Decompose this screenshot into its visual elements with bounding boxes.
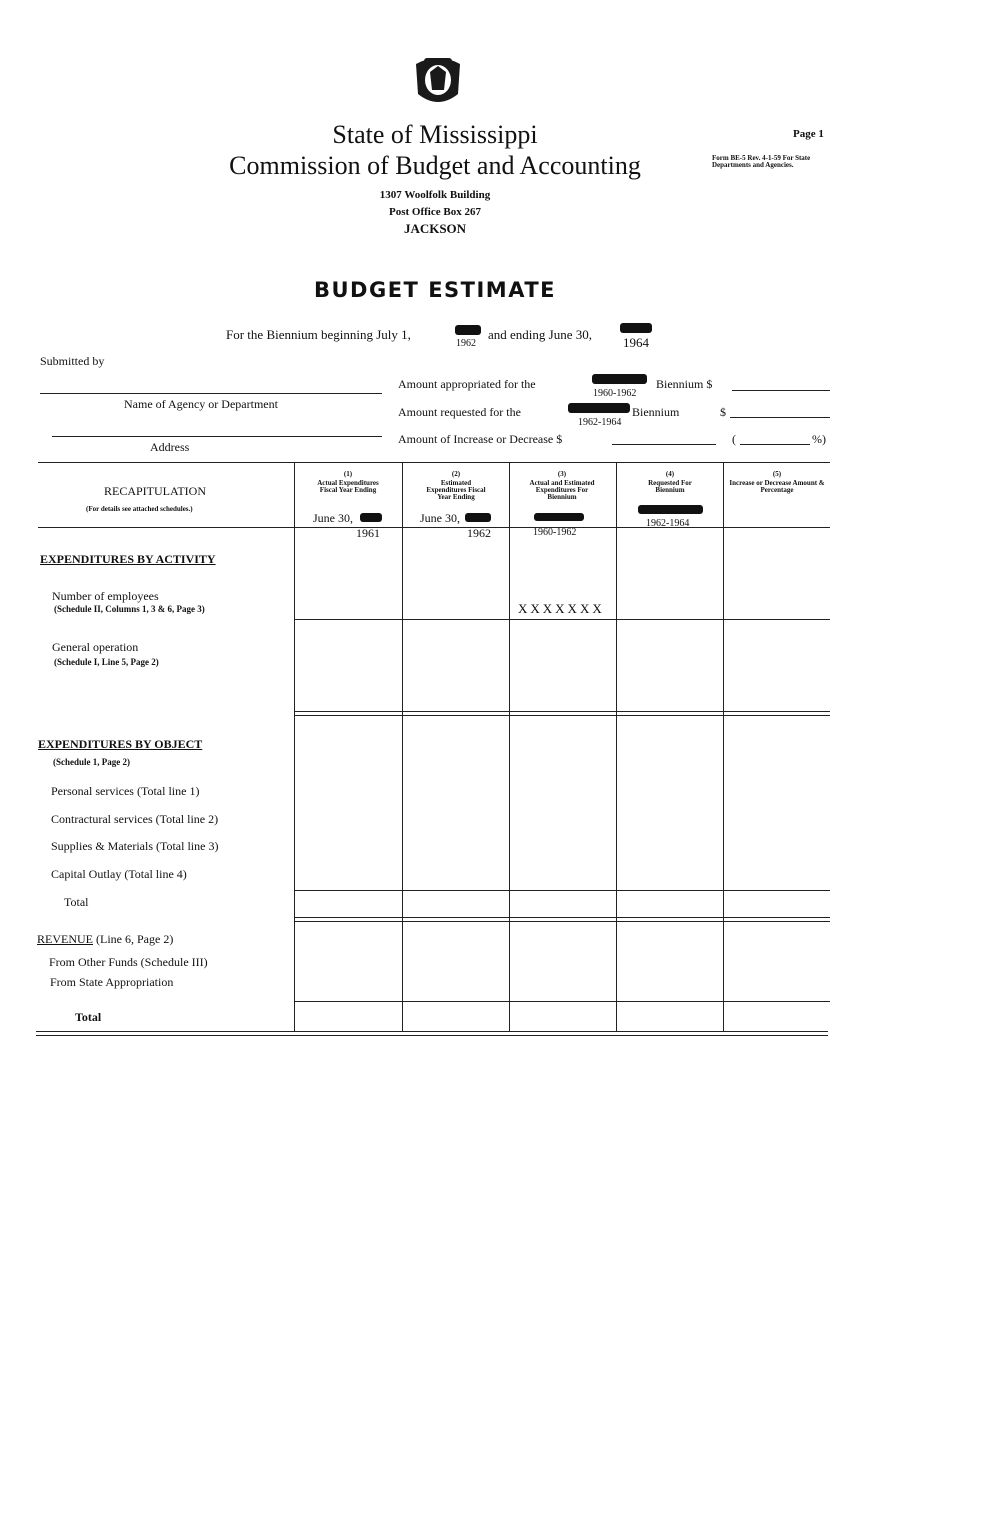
activity-header: EXPENDITURES BY ACTIVITY <box>40 552 216 566</box>
employees-col3-value: XXXXXXX <box>518 601 605 616</box>
object-note: (Schedule 1, Page 2) <box>53 757 130 767</box>
biennium-middle: and ending June 30, <box>488 327 592 342</box>
redaction-mark <box>360 513 382 522</box>
recap-note: (For details see attached schedules.) <box>86 505 193 513</box>
total-2-label: Total <box>75 1010 102 1024</box>
capital-outlay-label: Capital Outlay (Total line 4) <box>51 867 187 881</box>
biennium-end-year: 1964 <box>623 335 649 350</box>
employees-label: Number of employees <box>52 589 159 603</box>
redaction-mark <box>592 374 647 384</box>
state-title: State of Mississippi <box>332 120 538 149</box>
appropriated-label: Amount appropriated for the <box>398 377 536 391</box>
column-2-date: June 30, <box>420 511 460 525</box>
revenue-header <box>37 932 173 947</box>
appropriated-suffix: Biennium $ <box>656 377 713 391</box>
requested-suffix: Biennium <box>632 405 680 419</box>
column-1-date: June 30, <box>313 511 353 525</box>
page-label: Page 1 <box>793 128 824 140</box>
column-header-2: (2) Estimated Expenditures Fiscal Year Ending <box>426 470 486 501</box>
city: JACKSON <box>403 221 467 236</box>
recap-title: RECAPITULATION <box>104 484 206 498</box>
personal-services-label: Personal services (Total line 1) <box>51 784 200 798</box>
employees-note: (Schedule II, Columns 1, 3 & 6, Page 3) <box>54 604 205 614</box>
column-header-5: (5) Increase or Decrease Amount & Percentage <box>729 470 825 494</box>
supplies-label: Supplies & Materials (Total line 3) <box>51 839 219 853</box>
column-header-3: (3) Actual and Estimated Expenditures For Biennium <box>529 470 595 501</box>
biennium-prefix: For the Biennium beginning July 1, <box>226 327 411 342</box>
po-box: Post Office Box 267 <box>389 206 481 218</box>
other-funds-label: From Other Funds (Schedule III) <box>49 955 208 969</box>
general-label: General operation <box>52 640 139 654</box>
column-4-year: 1962-1964 <box>646 518 690 529</box>
redaction-mark <box>455 325 481 335</box>
column-2-year: 1962 <box>467 526 491 540</box>
state-appropriation-label: From State Appropriation <box>50 975 174 989</box>
requested-dollar: $ <box>720 405 726 419</box>
change-label: Amount of Increase or Decrease $ <box>398 432 563 446</box>
requested-label: Amount requested for the <box>398 405 521 419</box>
building-address: 1307 Woolfolk Building <box>379 189 491 201</box>
total-1-label: Total <box>64 895 89 909</box>
column-header-1: (1) Actual Expenditures Fiscal Year Ending <box>317 470 379 494</box>
redaction-mark <box>568 403 630 413</box>
redaction-mark <box>534 513 584 521</box>
submitted-by-label: Submitted by <box>40 354 105 368</box>
column-3-year: 1960-1962 <box>533 527 577 538</box>
general-note: (Schedule I, Line 5, Page 2) <box>54 657 159 667</box>
state-seal-icon <box>410 50 466 112</box>
percent-open: ( <box>732 432 736 446</box>
agency-label: Name of Agency or Department <box>124 397 278 411</box>
address-label: Address <box>150 440 190 454</box>
page-title: BUDGET ESTIMATE <box>313 278 556 302</box>
object-header: EXPENDITURES BY OBJECT <box>38 737 203 751</box>
revenue-title: REVENUE <box>37 932 93 946</box>
commission-title: Commission of Budget and Accounting <box>229 151 641 180</box>
biennium-start-year: 1962 <box>456 338 476 349</box>
column-1-year: 1961 <box>356 526 380 540</box>
form-note: Form BE-5 Rev. 4-1-59 For State Departments and Agencies. <box>712 154 811 169</box>
appropriated-biennium: 1960-1962 <box>593 388 637 399</box>
revenue-note: (Line 6, Page 2) <box>96 932 174 946</box>
contractual-services-label: Contractural services (Total line 2) <box>51 812 219 826</box>
column-header-4: (4) Requested For Biennium <box>648 470 692 494</box>
redaction-mark <box>465 513 491 522</box>
percent-close: %) <box>812 432 826 446</box>
redaction-mark <box>620 323 652 333</box>
requested-biennium: 1962-1964 <box>578 417 622 428</box>
redaction-mark <box>638 505 703 514</box>
